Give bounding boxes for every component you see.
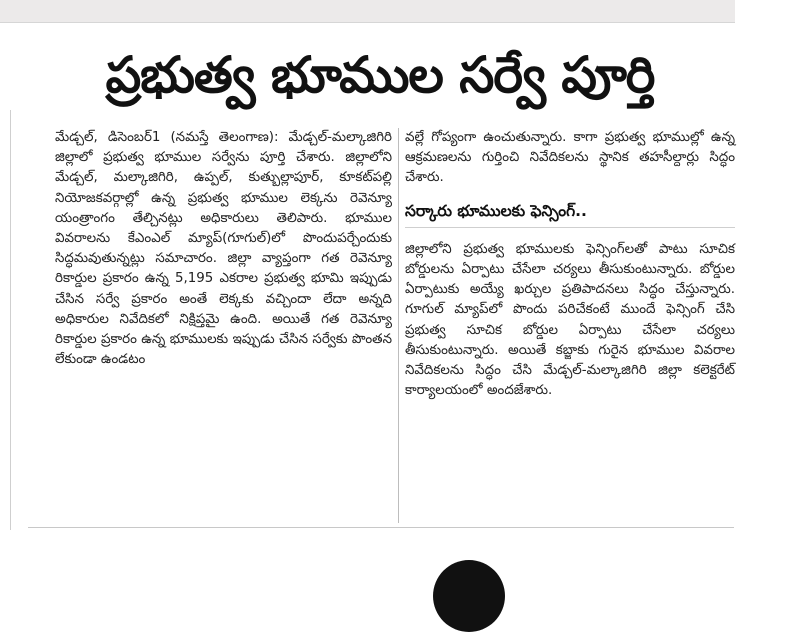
article-left-column <box>55 128 392 370</box>
article-headline: ప్రభుత్వ భూముల సర్వే పూర్తి <box>105 46 655 104</box>
section-subheading: సర్కారు భూములకు ఫెన్సింగ్.. <box>405 199 735 228</box>
right-intro-paragraph: వల్లే గోప్యంగా ఉంచుతున్నారు. కాగా ప్రభుత్వ భూముల్లో ఉన్న ఆక్రమణలను గుర్తించి నివేదికలను స్థానిక తహసీల్దార్లు సిద్ధం చేశారు. <box>405 130 735 186</box>
left-paragraph: మేడ్చల్, డిసెంబర్1 (నమస్తే తెలంగాణ): మేడ్చల్-మల్కాజిగిరి జిల్లాలో ప్రభుత్వ భూముల సర్వేను పూర్తి చేశారు. జిల్లాలోని మేడ్చల్, మల్కాజిగిరి, ఉప్పల్, కుత్బుల్లాపూర్, కూకట్‌పల్లి నియోజకవర్గాల్లో ఉన్న ప్రభుత్వ భూముల లెక్కను రెవెన్యూ యంత్రాంగం తేల్చినట్లు అధికారులు తెలిపారు. భూముల వివరాలను కేఎంఎల్ మ్యాప్(గూగుల్)లో పొందుపర్చేందుకు సిద్ధమవుతున్నట్లు సమాచారం. జిల్లా వ్యాప్తంగా గత రెవెన్యూ రికార్డుల ప్రకారం ఉన్న 5,195 ఎకరాల ప్రభుత్వ భూమి ఇప్పుడు చేసిన సర్వే ప్రకారం అంతే లెక్కకు వచ్చిందా లేదా అన్నది అధికారుల నివేదికలో నిక్షిప్తమై ఉంది. అయితే గత రెవెన్యూ రికార్డుల ప్రకారం ఉన్న భూములకు ఇప్పుడు చేసిన సర్వేకు పొంతన లేకుండా ఉండటం <box>55 130 392 368</box>
bottom-rule <box>28 527 734 528</box>
partial-logo-shape <box>433 560 505 632</box>
page-edge-line <box>10 110 11 530</box>
article-right-column <box>405 128 735 401</box>
column-divider <box>398 128 399 523</box>
right-body-paragraph: జిల్లాలోని ప్రభుత్వ భూములకు ఫెన్సింగ్‌లతో పాటు సూచిక బోర్డులను ఏర్పాటు చేసేలా చర్యలు తీసుకుంటున్నారు. బోర్డుల ఏర్పాటుకు అయ్యే ఖర్చుల ప్రతిపాదనలు సిద్ధం చేస్తున్నారు. గూగుల్ మ్యాప్‌లో పొందు పరిచేకంటే ముందే ఫెన్సింగ్ చేసి ప్రభుత్వ సూచిక బోర్డుల ఏర్పాటు చేసేలా చర్యలు తీసుకుంటున్నారు. అయితే కబ్జాకు గురైన భూముల వివరాల నివేదికలను సిద్ధం చేసి మేడ్చల్-మల్కాజిగిరి జిల్లా కలెక్టరేట్ కార్యాలయంలో అందజేశారు. <box>405 241 735 399</box>
top-page-strip <box>0 0 735 23</box>
